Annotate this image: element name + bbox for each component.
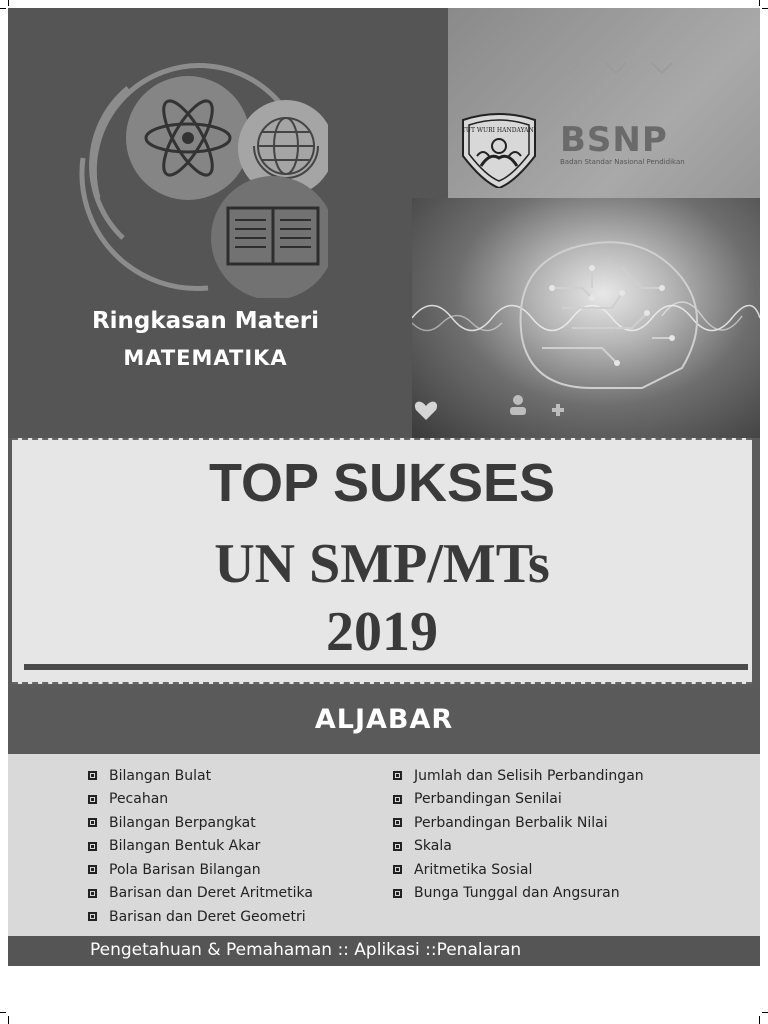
topic-column-left — [88, 764, 313, 929]
topic-label: Perbandingan Senilai — [414, 791, 562, 808]
section-band — [8, 688, 760, 754]
checkbox-icon — [393, 795, 402, 804]
person-icon — [510, 395, 526, 415]
topic-item — [393, 764, 644, 788]
crop-mark — [762, 8, 768, 9]
topic-list — [8, 754, 760, 936]
topic-label: Skala — [414, 838, 452, 855]
book-icon — [211, 176, 328, 298]
title-divider — [24, 664, 748, 670]
topic-item — [393, 858, 644, 882]
topic-label: Barisan dan Deret Geometri — [109, 908, 306, 925]
topic-label: Jumlah dan Selisih Perbandingan — [414, 767, 644, 784]
bsnp-logo: BSNP — [560, 120, 668, 160]
checkbox-icon — [393, 865, 402, 874]
topic-label: Aritmetika Sosial — [414, 861, 533, 878]
topic-label: Pecahan — [109, 791, 169, 808]
topic-item — [88, 882, 313, 906]
topic-label: Bunga Tunggal dan Angsuran — [414, 885, 620, 902]
topic-label: Bilangan Bulat — [109, 767, 212, 784]
bsnp-full-name: Badan Standar Nasional Pendidikan — [560, 158, 685, 166]
topic-label: Pola Barisan Bilangan — [109, 861, 261, 878]
topic-item — [393, 882, 644, 906]
crop-mark — [0, 1012, 6, 1013]
book-cover — [8, 8, 760, 966]
topic-label: Barisan dan Deret Aritmetika — [109, 885, 313, 902]
subject-name: MATEMATIKA — [123, 346, 288, 370]
topic-item — [393, 811, 644, 835]
topic-item — [88, 811, 313, 835]
topic-item — [393, 835, 644, 859]
topic-item — [393, 788, 644, 812]
section-label: ALJABAR — [314, 704, 454, 735]
topic-label: Bilangan Berpangkat — [109, 814, 256, 831]
crop-mark — [0, 8, 6, 9]
checkbox-icon — [88, 771, 97, 780]
tut-wuri-handayani-logo — [455, 108, 543, 188]
exam-name: UN SMP/MTs — [214, 533, 550, 595]
logo-motto: TUT WURI HANDAYANI — [461, 127, 537, 134]
heart-icon — [415, 402, 437, 420]
topic-item — [88, 788, 313, 812]
circuit-brain-graphic — [412, 198, 760, 438]
topic-item — [88, 905, 313, 929]
science-icons-cluster — [68, 48, 328, 298]
checkbox-icon — [393, 818, 402, 827]
crop-mark — [8, 1016, 9, 1024]
checkbox-icon — [88, 912, 97, 921]
crop-mark — [759, 1016, 760, 1024]
topic-label: Bilangan Bentuk Akar — [109, 838, 261, 855]
series-name: Ringkasan Materi — [91, 308, 320, 334]
checkbox-icon — [88, 865, 97, 874]
crop-mark — [762, 1012, 768, 1013]
footer-text: Pengetahuan & Pemahaman :: Aplikasi ::Penalaran — [90, 940, 522, 960]
topic-column-right — [393, 764, 644, 905]
crop-mark — [759, 0, 760, 6]
topic-item — [88, 764, 313, 788]
checkbox-icon — [88, 795, 97, 804]
exam-year: 2019 — [326, 601, 438, 663]
checkbox-icon — [88, 842, 97, 851]
topic-item — [88, 835, 313, 859]
title-box — [12, 438, 752, 684]
crop-mark — [8, 0, 9, 6]
checkbox-icon — [393, 842, 402, 851]
book-title: TOP SUKSES — [208, 453, 556, 513]
digital-brain-image — [412, 198, 760, 438]
checkbox-icon — [393, 771, 402, 780]
topic-item — [88, 858, 313, 882]
checkbox-icon — [393, 889, 402, 898]
checkbox-icon — [88, 818, 97, 827]
checkbox-icon — [88, 889, 97, 898]
plus-icon — [552, 404, 564, 416]
topic-label: Perbandingan Berbalik Nilai — [414, 814, 608, 831]
footer-band — [8, 936, 760, 966]
atom-icon — [126, 76, 250, 200]
